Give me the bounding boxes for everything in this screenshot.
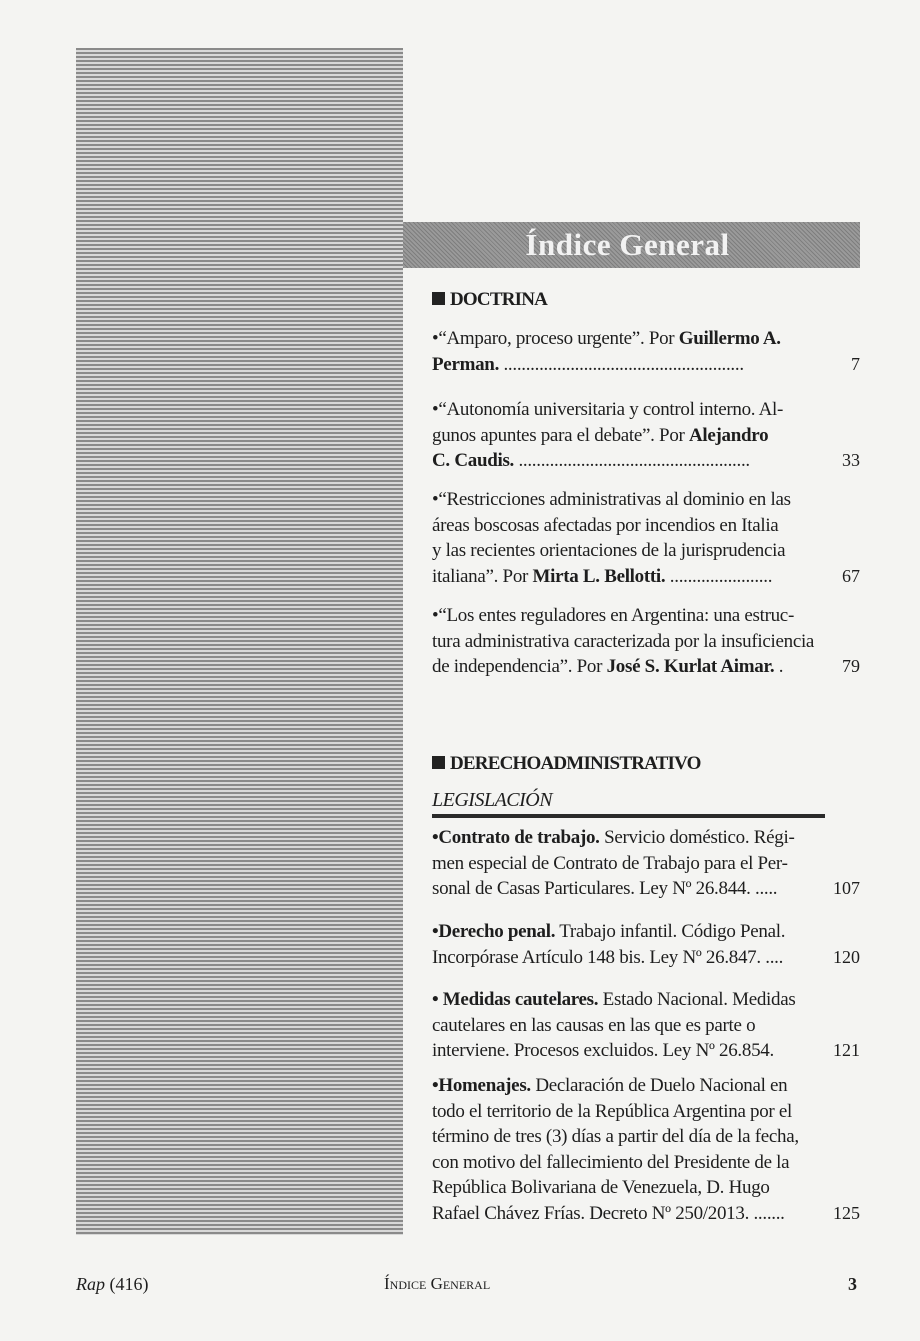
toc-entry-line <box>432 326 825 352</box>
toc-entry-line <box>432 423 825 449</box>
subsection-legislacion: LEGISLACIÓN <box>432 789 553 811</box>
running-title: Índice General <box>384 1274 491 1293</box>
toc-entry-line <box>432 513 825 539</box>
entry-bold-text: •Homenajes. <box>432 1075 531 1096</box>
entry-text: Rafael Chávez Frías. Decreto Nº 250/2013. ....... <box>432 1202 785 1224</box>
toc-entry-line <box>432 1150 825 1176</box>
decorative-striped-panel <box>76 48 403 1235</box>
entry-text: áreas boscosas afectadas por incendios en Italia <box>432 514 779 536</box>
entry-text: •“Amparo, proceso urgente”. Por <box>432 328 679 349</box>
entry-text: Trabajo infantil. Código Penal. <box>555 921 786 942</box>
entry-bold-text: José S. Kurlat Aimar. <box>606 656 775 677</box>
toc-entry-line <box>432 825 825 851</box>
square-bullet-icon <box>432 292 445 305</box>
toc-entry <box>432 919 860 970</box>
entry-bold-text: Perman. <box>432 353 500 375</box>
toc-entry-line <box>432 919 825 945</box>
entry-text: con motivo del fallecimiento del Presidente de la <box>432 1151 790 1173</box>
entry-bold-text: •Derecho penal. <box>432 921 556 942</box>
toc-entry <box>432 825 860 902</box>
toc-entry-line <box>432 876 825 902</box>
section-label: DERECHOADMINISTRATIVO <box>450 753 701 774</box>
entry-text: . <box>774 656 784 677</box>
toc-entry-line <box>432 1038 825 1064</box>
entry-page-number: 121 <box>833 1040 860 1060</box>
index-header-bar <box>403 222 860 268</box>
toc-entry-line <box>432 603 825 629</box>
entry-text: gunos apuntes para el debate”. Por <box>432 424 689 446</box>
toc-entry-line <box>432 352 825 378</box>
entry-text: cautelares en las causas en las que es parte o <box>432 1014 756 1036</box>
toc-entry-line <box>432 1175 825 1201</box>
entry-text: ....................... <box>665 565 773 587</box>
toc-entry-line <box>432 1201 825 1227</box>
entry-text: .................................................... <box>514 450 750 471</box>
entry-text: sonal de Casas Particulares. Ley Nº 26.844. ..... <box>432 878 778 899</box>
toc-entry-line <box>432 1013 825 1039</box>
entry-page-number: 33 <box>842 450 860 470</box>
entry-text: •“Restricciones administrativas al dominio en las <box>432 489 791 510</box>
entry-text: todo el territorio de la República Argentina por el <box>432 1100 793 1122</box>
footer-journal <box>76 1274 149 1295</box>
entry-text: men especial de Contrato de Trabajo para el Per- <box>432 852 788 874</box>
divider <box>432 814 825 818</box>
entry-page-number: 125 <box>833 1202 860 1223</box>
toc-entry-line <box>432 1124 825 1150</box>
toc-entry-line <box>432 851 825 877</box>
entry-bold-text: •Contrato de trabajo. <box>432 827 600 848</box>
toc-entry-line <box>432 397 825 423</box>
entry-text: Estado Nacional. Medidas <box>598 989 796 1010</box>
entry-page-number: 107 <box>833 878 860 898</box>
entry-page-number: 67 <box>842 565 860 586</box>
toc-entry-line <box>432 629 825 655</box>
entry-text: tura administrativa caracterizada por la insuficiencia <box>432 630 815 652</box>
journal-issue: (416) <box>109 1274 149 1294</box>
entry-page-number: 7 <box>851 353 860 374</box>
page-number: 3 <box>848 1274 857 1294</box>
toc-entry-line <box>432 1073 825 1099</box>
toc-entry-line <box>432 538 825 564</box>
section-heading-derecho-administrativo <box>432 753 701 775</box>
entry-text: Declaración de Duelo Nacional en <box>530 1075 788 1096</box>
toc-entry-line <box>432 654 825 680</box>
entry-page-number: 120 <box>833 946 860 967</box>
toc-entry-line <box>432 987 825 1013</box>
toc-entry-line <box>432 564 825 590</box>
section-label: DOCTRINA <box>450 289 548 310</box>
entry-bold-text: C. Caudis. <box>432 450 514 471</box>
entry-bold-text: • Medidas cautelares. <box>432 989 599 1010</box>
toc-entry-line <box>432 945 825 971</box>
square-bullet-icon <box>432 756 445 769</box>
page-title: Índice General <box>525 227 730 262</box>
toc-entry <box>432 397 860 474</box>
toc-entry-line <box>432 1099 825 1125</box>
entry-bold-text: Mirta L. Bellotti. <box>532 565 666 587</box>
entry-bold-text: Alejandro <box>689 424 769 446</box>
entry-text: de independencia”. Por <box>432 656 607 677</box>
entry-text: ...................................................... <box>499 353 744 375</box>
toc-entry <box>432 1073 860 1226</box>
entry-text: •“Autonomía universitaria y control interno. Al- <box>432 399 784 420</box>
toc-entry-line <box>432 487 825 513</box>
entry-text: interviene. Procesos excluidos. Ley Nº 26.854. <box>432 1040 774 1061</box>
toc-entry <box>432 487 860 589</box>
toc-entry <box>432 603 860 680</box>
entry-text: República Bolivariana de Venezuela, D. Hugo <box>432 1177 770 1198</box>
entry-text: Servicio doméstico. Régi- <box>599 827 795 848</box>
toc-entry <box>432 326 860 377</box>
entry-text: •“Los entes reguladores en Argentina: una estruc- <box>432 605 794 626</box>
entry-bold-text: Guillermo A. <box>678 328 781 349</box>
entry-text: italiana”. Por <box>432 565 533 587</box>
entry-text: término de tres (3) días a partir del día de la fecha, <box>432 1126 799 1147</box>
entry-page-number: 79 <box>842 656 860 676</box>
entry-text: y las recientes orientaciones de la jurisprudencia <box>432 540 786 561</box>
journal-name: Rap <box>76 1274 105 1294</box>
toc-entry-line <box>432 448 825 474</box>
section-heading-doctrina <box>432 289 547 311</box>
toc-entry <box>432 987 860 1064</box>
entry-text: Incorpórase Artículo 148 bis. Ley Nº 26.847. .... <box>432 946 784 968</box>
